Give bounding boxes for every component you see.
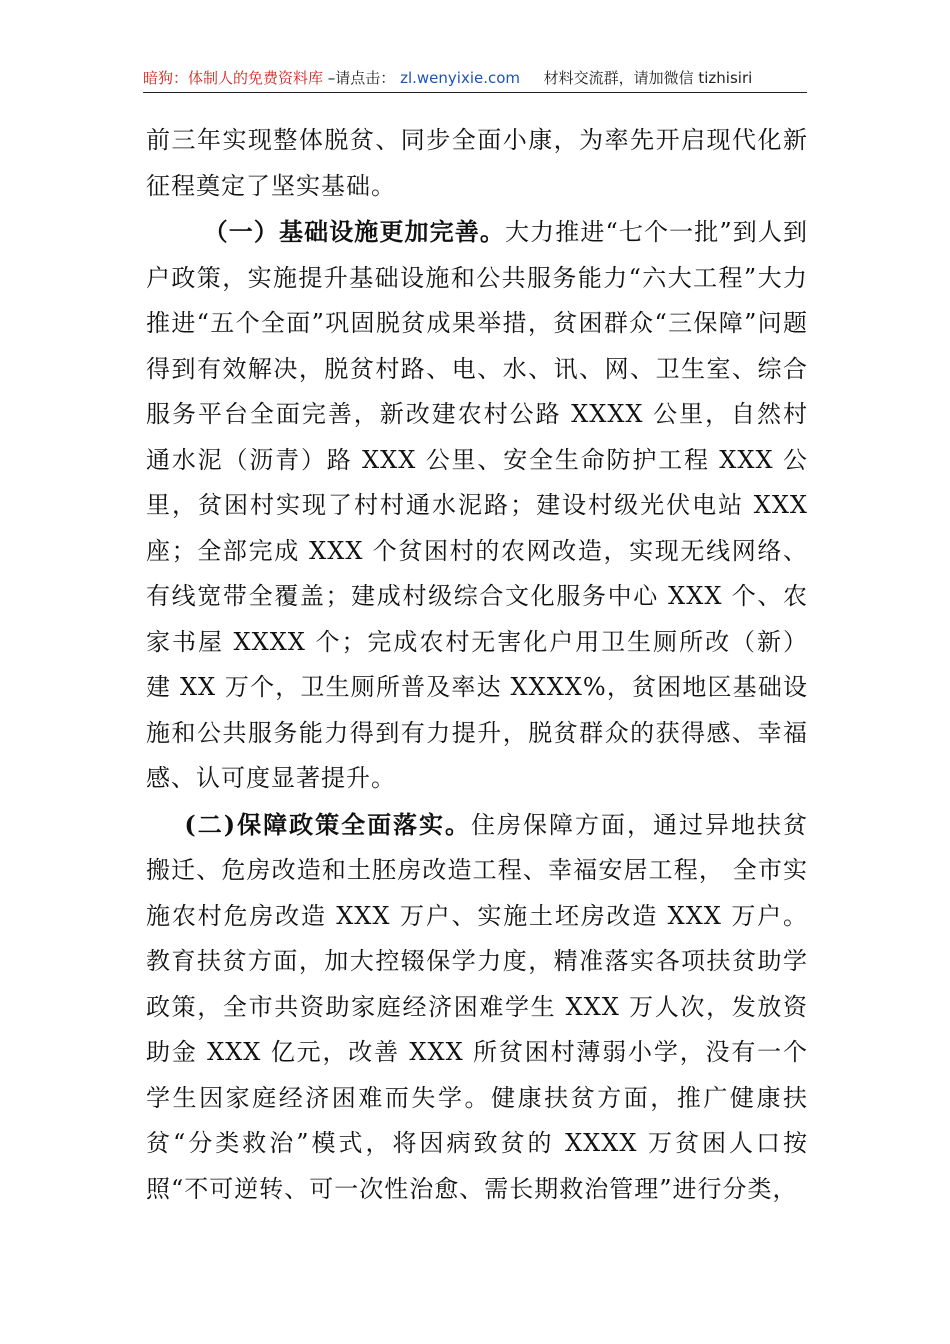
paragraph-policy-text: 住房保障方面，通过异地扶贫搬迁、危房改造和土胚房改造工程、幸福安居工程， 全市实施农村危房改造 XXX 万户、实施土坯房改造 XXX 万户。教育扶贫方面，加大控辍保学力度，精准落实各项扶贫助学政策，全市共资助家庭经济困难学生 XXX 万人次，发放资助金 XXX 亿元，改善 XXX 所贫困村薄弱小学，没有一个学生因家庭经济困难而失学。健康扶贫方面，推广健康扶贫“分类救治”模式，将因病致贫的 XXXX 万贫困人口按照“不可逆转、可一次性治愈、需长期救治管理”进行分类， [146, 810, 808, 1203]
header-click-prefix: –请点击： [327, 69, 396, 87]
header-url-link[interactable]: zl.wenyixie.com [400, 69, 521, 87]
header-brand: 暗狗：体制人的免费资料库 [143, 69, 324, 87]
page-header [143, 64, 807, 93]
section-heading-policy: (二)保障政策全面落实。 [184, 809, 472, 839]
paragraph-infrastructure-text: 大力推进“七个一批”到人到户政策，实施提升基础设施和公共服务能力“六大工程”大力推进“五个全面”巩固脱贫成果举措，贫困群众“三保障”问题得到有效解决，脱贫村路、电、水、讯、网、卫生室、综合服务平台全面完善，新改建农村公路 XXXX 公里，自然村通水泥（沥青）路 XXX 公里、安全生命防护工程 XXX 公里，贫困村实现了村村通水泥路；建设村级光伏电站 XXX 座；全部完成 XXX 个贫困村的农网改造，实现无线网络、有线宽带全覆盖；建成村级综合文化服务中心 XXX 个、农家书屋 XXXX 个；完成农村无害化户用卫生厕所改（新）建 XX 万个，卫生厕所普及率达 XXXX%，贫困地区基础设施和公共服务能力得到有力提升，脱贫群众的获得感、幸福感、认可度显著提升。 [146, 218, 808, 792]
paragraph-intro-text: 前三年实现整体脱贫、同步全面小康，为率先开启现代化新征程奠定了坚实基础。 [146, 126, 808, 200]
document-body [146, 118, 808, 1212]
paragraph-infrastructure [146, 209, 808, 802]
header-contact: 材料交流群，请加微信 tizhisiri [543, 69, 753, 87]
paragraph-policy [146, 802, 808, 1213]
section-heading-infrastructure: （一）基础设施更加完善。 [203, 217, 506, 246]
paragraph-intro [146, 118, 808, 209]
